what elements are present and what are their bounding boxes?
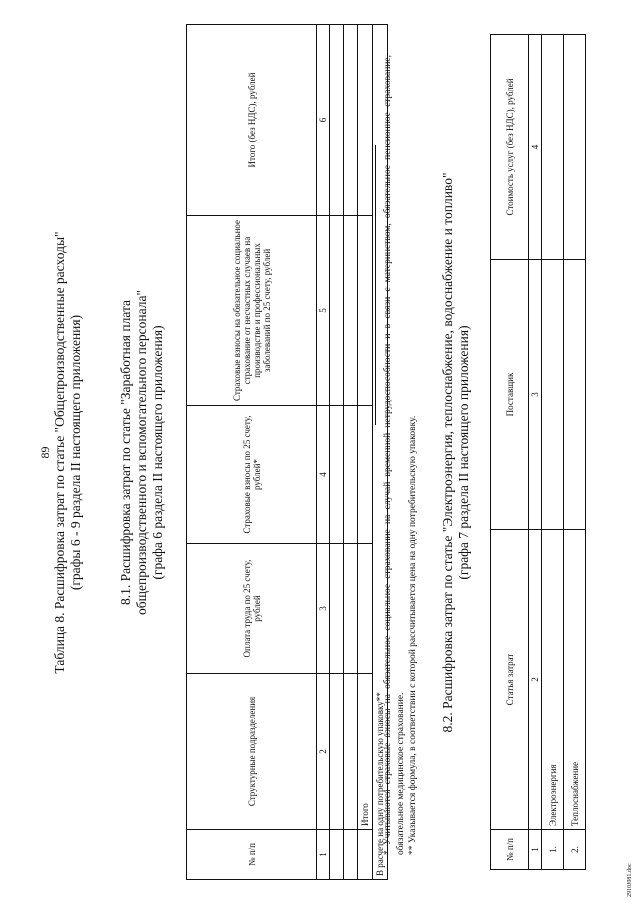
cost-item-heating: Теплоснабжение (564, 530, 586, 830)
table-cell (330, 25, 344, 216)
table-8-2 (490, 34, 586, 870)
cost-item-electricity: Электроэнергия (542, 530, 564, 830)
table-cell: 2. (564, 830, 586, 870)
table-cell (330, 830, 344, 880)
table-cell (330, 674, 344, 830)
table-cell (344, 674, 358, 830)
table8-title (52, 0, 84, 905)
section81-title-line1: 8.1. Расшифровка затрат по статье "Заработная плата (118, 299, 133, 606)
col-number-6: 6 (317, 25, 330, 216)
table-cell (564, 260, 586, 530)
table-cell (358, 25, 373, 216)
col-number-1: 1 (317, 830, 330, 880)
table-cell (358, 406, 373, 544)
col-number-4: 4 (529, 35, 542, 260)
table-cell (542, 35, 564, 260)
header-accident-insurance: Страховые взносы на обязательное социальное страхование от несчастных случаев на производстве и профессиональных заболеваний по 25 счету, рублей (187, 216, 317, 406)
col-number-3: 3 (317, 544, 330, 674)
col-number-2: 2 (317, 674, 330, 830)
table-cell (344, 544, 358, 674)
footnote-divider (375, 145, 376, 425)
header-structural-units: Структурные подразделения (187, 674, 317, 830)
header-number: № п/п (187, 830, 317, 880)
section82-title-line1: 8.2. Расшифровка затрат по статье "Электроэнергия, теплоснабжение, водоснабжение и топливо" (440, 172, 455, 733)
table-row (542, 35, 564, 870)
section81-title (118, 0, 166, 905)
per-package-label: В расчете на одну потребительскую упаковку** (373, 25, 388, 880)
table-8-1 (186, 24, 388, 880)
col-number-4: 4 (317, 406, 330, 544)
table-cell: 1. (542, 830, 564, 870)
table-cell (330, 544, 344, 674)
table-cell (564, 35, 586, 260)
table-cell (358, 830, 373, 880)
table-cell (344, 830, 358, 880)
table-row (564, 35, 586, 870)
table-8-1-col-numbers (317, 25, 330, 880)
section81-title-line2: общепроизводственного и вспомогательного персонала" (134, 290, 149, 615)
table-cell (344, 216, 358, 406)
col-number-5: 5 (317, 216, 330, 406)
col-number-1: 1 (529, 830, 542, 870)
table-cell (542, 260, 564, 530)
header-insurance: Страховые взносы по 25 счету, рублей* (187, 406, 317, 544)
table-cell (330, 216, 344, 406)
header-service-cost: Стоимость услуг (без НДС), рублей (491, 35, 529, 260)
section82-title-line2: (графа 7 раздела II настоящего приложения) (456, 325, 471, 580)
table8-title-line2: (графы 6 - 9 раздела II настоящего приложения) (68, 314, 83, 591)
col-number-2: 2 (529, 530, 542, 830)
table-8-2-header-row (491, 35, 529, 870)
footnotes (382, 55, 420, 855)
table-cell (358, 216, 373, 406)
table8-title-line1: Таблица 8. Расшифровка затрат по статье "Общепроизводственные расходы" (52, 231, 67, 674)
header-wages: Оплата труда по 25 счету, рублей (187, 544, 317, 674)
table-cell (344, 25, 358, 216)
footnote-1: * Учитываются страховые взносы на обязательное социальное страхование на случай временной нетрудоспособности и в связи с материнством, обязательное пенсионное страхование, обязательное медицинское страхование. (383, 55, 406, 855)
table-cell (344, 406, 358, 544)
header-supplier: Поставщик (491, 260, 529, 530)
table-row (330, 25, 344, 880)
total-label: Итого (358, 674, 373, 830)
page-number: 89 (38, 446, 52, 459)
table-cell (330, 406, 344, 544)
table-row-total (358, 25, 373, 880)
table-8-1-header-row (187, 25, 317, 880)
header-number: № п/п (491, 830, 529, 870)
header-total: Итого (без НДС), рублей (187, 25, 317, 216)
col-number-3: 3 (529, 260, 542, 530)
section82-title (440, 0, 472, 905)
header-cost-item: Статья затрат (491, 530, 529, 830)
document-code: 2910J081.doc (627, 863, 633, 897)
table-cell (358, 544, 373, 674)
footnote-2: ** Указывается формула, в соответствии с которой рассчитывается цена на одну потребительскую упаковку. (408, 415, 418, 855)
table-row (344, 25, 358, 880)
section81-title-line3: (графа 6 раздела II настоящего приложения) (150, 325, 165, 580)
table-8-2-col-numbers (529, 35, 542, 870)
